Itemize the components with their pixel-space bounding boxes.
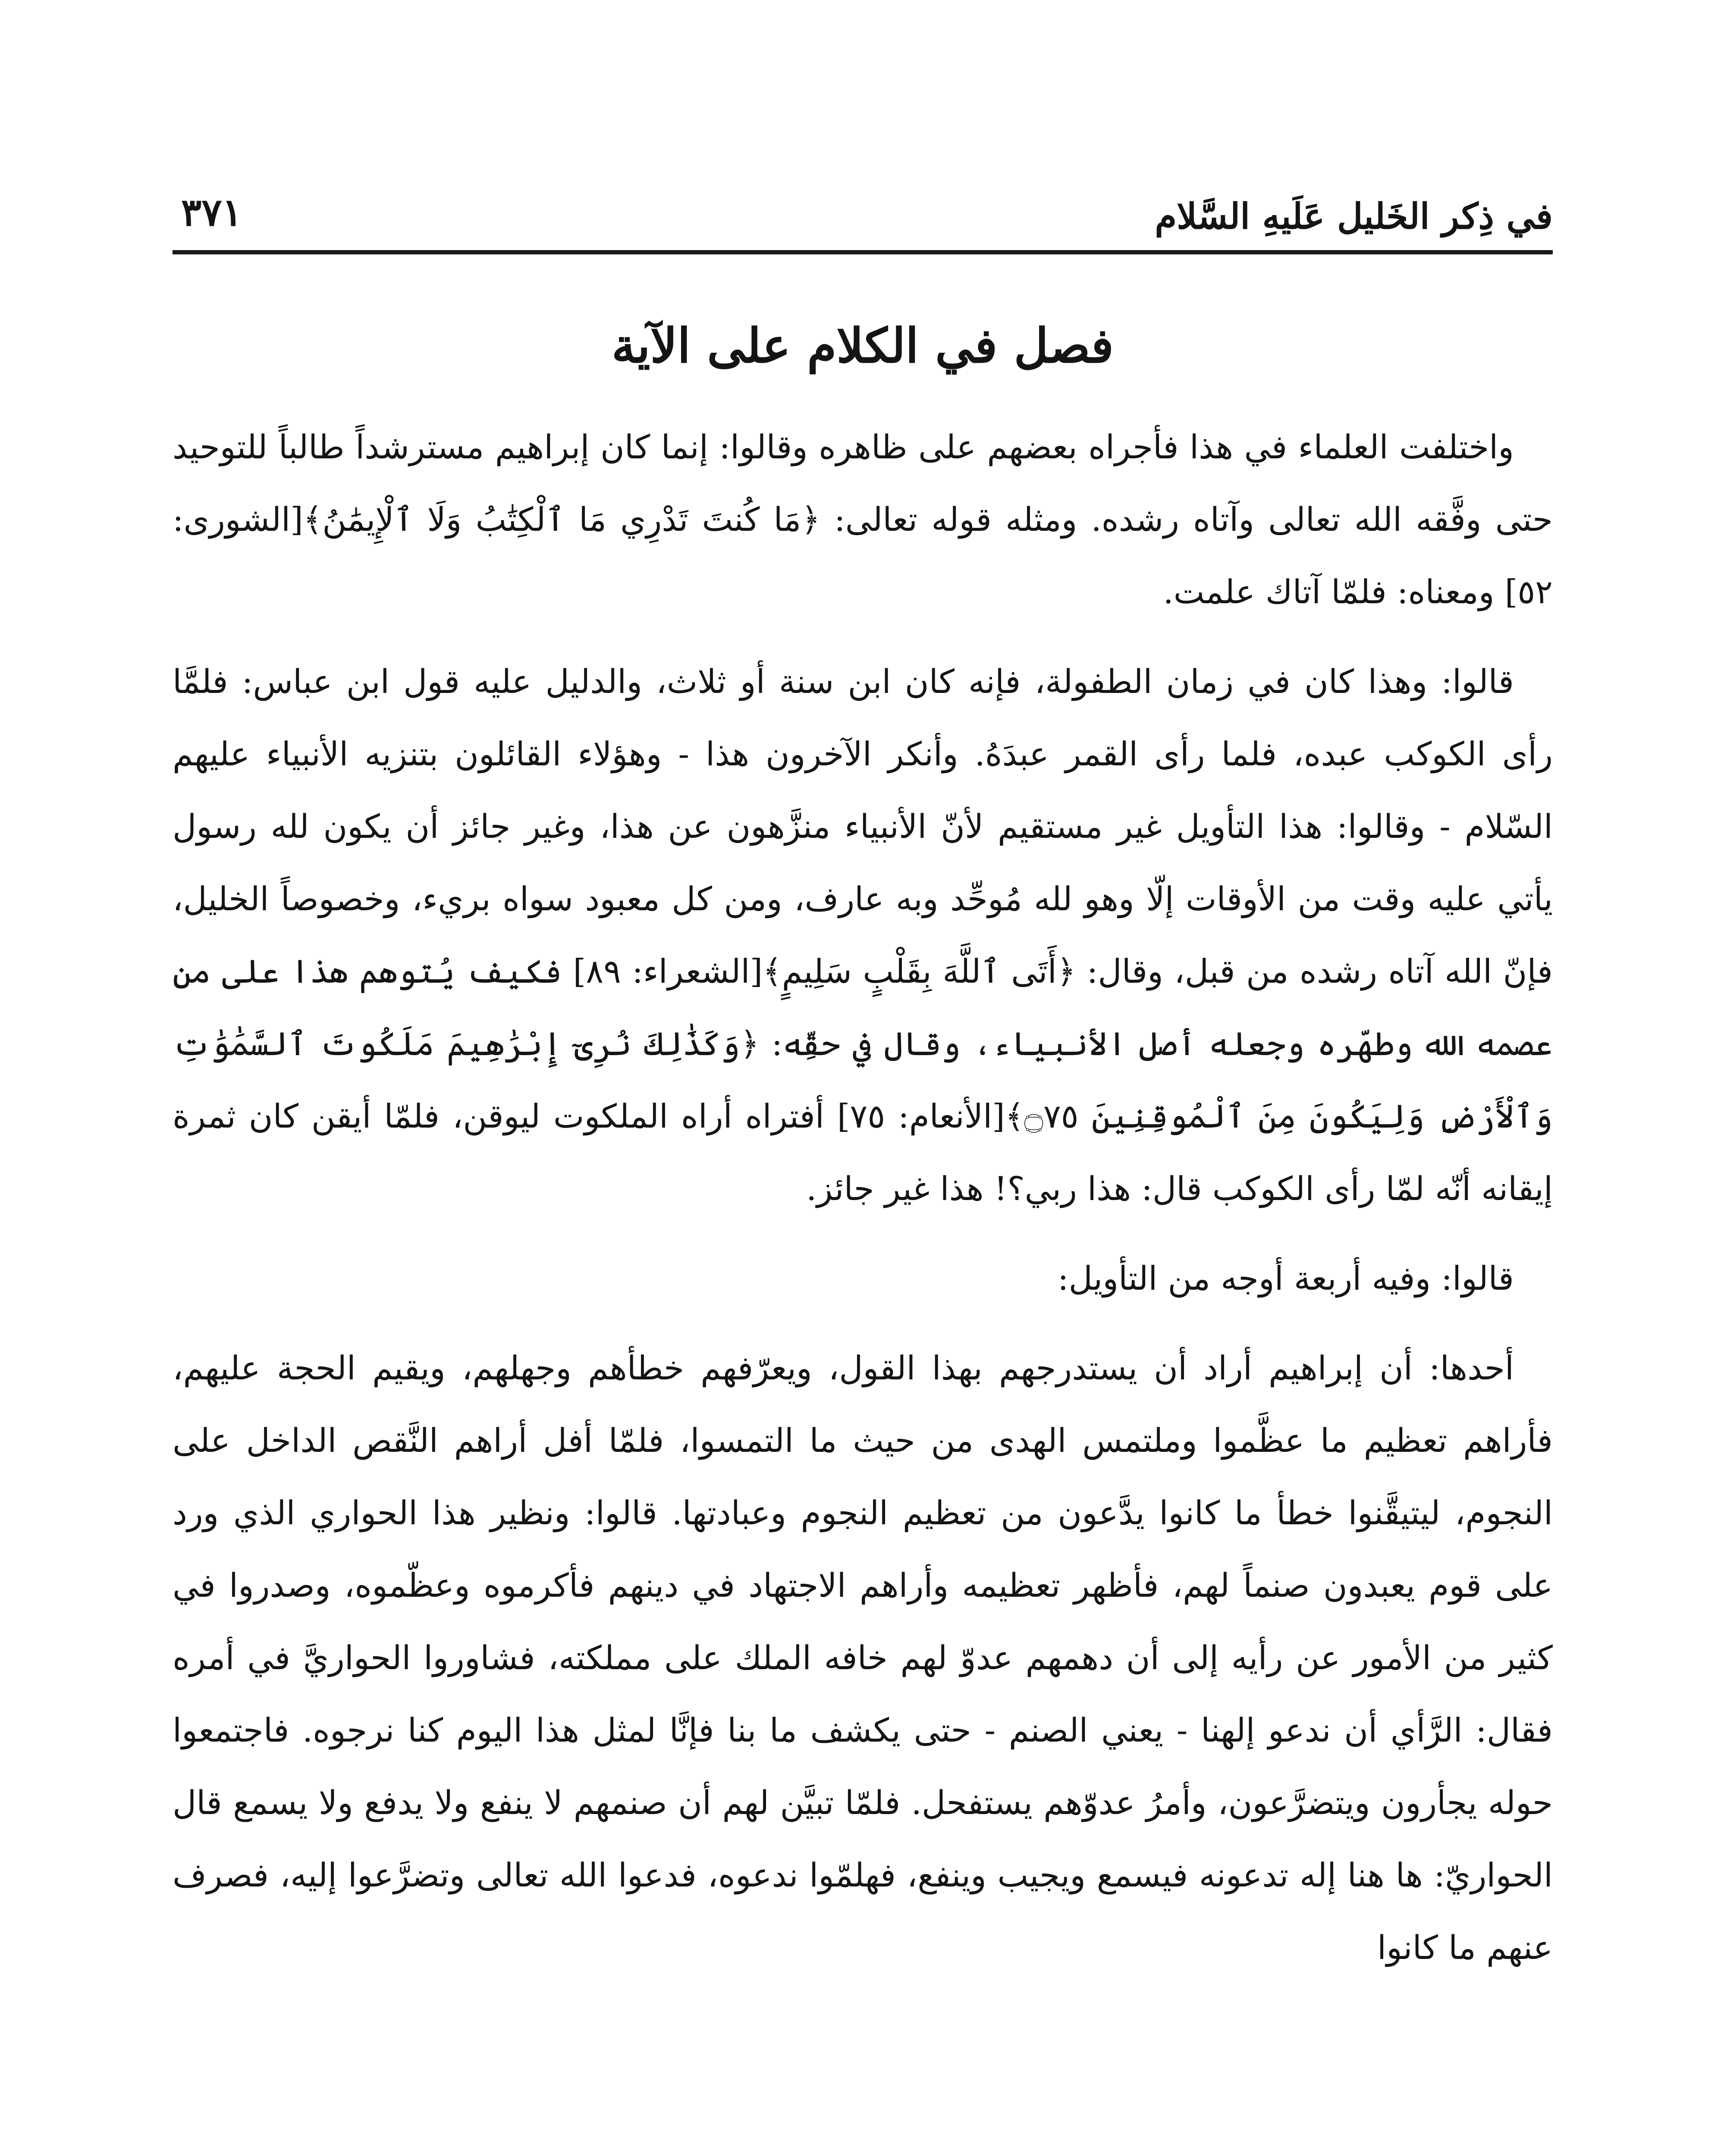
paragraph-1: واختلفت العلماء في هذا فأجراه بعضهم على ظاهره وقالوا: إنما كان إبراهيم مسترشداً طالباً للتوحيد حتى وفَّقه الله تعالى وآتاه رشده. ومثله قوله تعالى: ﴿مَا كُنتَ تَدْرِي مَا ٱلْكِتَٰبُ وَلَا ٱلْإِيمَٰنُ﴾[الشورى: ٥٢] ومعناه: فلمّا آتاك علمت. [173, 428, 1553, 611]
paragraph-4: أحدها: أن إبراهيم أراد أن يستدرجهم بهذا القول، ويعرّفهم خطأهم وجهلهم، ويقيم الحجة عليهم، فأراهم تعظيم ما عظَّموا وملتمس الهدى من حيث ما التمسوا، فلمّا أفل أراهم النَّقص الداخل على النجوم، ليتيقَّنوا خطأ ما كانوا يدَّعون من تعظيم النجوم وعبادتها. قالوا: ونظير هذا الحواري الذي ورد على قوم يعبدون صنماً لهم، فأظهر تعظيمه وأراهم الاجتهاد في دينهم فأكرموه وعظّموه، وصدروا في كثير من الأمور عن رأيه إلى أن دهمهم عدوّ لهم خافه الملك على مملكته، فشاوروا الحواريَّ في أمره فقال: الرَّأي أن ندعو إلهنا - يعني الصنم - حتى يكشف ما بنا فإنَّا لمثل هذا اليوم كنا نرجوه. فاجتمعوا حوله يجأرون ويتضرَّعون، وأمرُ عدوّهم يستفحل. فلمّا تبيَّن لهم أن صنمهم لا ينفع ولا يدفع ولا يسمع قال الحواريّ: ها هنا إله تدعونه فيسمع ويجيب وينفع، فهلمّوا ندعوه، فدعوا الله تعالى وتضرَّعوا إليه، فصرف عنهم ما كانوا [173, 1349, 1553, 1967]
paragraph-2: قالوا: وهذا كان في زمان الطفولة، فإنه كان ابن سنة أو ثلاث، والدليل عليه قول ابن عباس: فلمَّا رأى الكوكب عبده، فلما رأى القمر عبدَهُ. وأنكر الآخرون هذا - وهؤلاء القائلون بتنزيه الأنبياء عليهم السّلام - وقالوا: هذا التأويل غير مستقيم لأنّ الأنبياء منزَّهون عن هذا، وغير جائز أن يكون لله رسول يأتي عليه وقت من الأوقات إلّا وهو لله مُوحِّد وبه عارف، ومن كل معبود سواه بريء، وخصوصاً الخليل، فإنّ الله آتاه رشده من قبل، وقال: ﴿أَتَى ٱللَّهَ بِقَلْبٍ سَلِيمٍ﴾[الشعراء: ٨٩] فكيف يُتوهم هذا على من عصمه الله وطهّره وجعله أصل الأنبياء، وقال في حقِّه: ﴿وَكَذَٰلِكَ نُرِىٓ إِبْرَٰهِيمَ مَلَكُوتَ ٱلسَّمَٰوَٰتِ وَٱلْأَرْضِ وَلِيَكُونَ مِنَ ٱلْمُوقِنِينَ ۝٧٥﴾[الأنعام: ٧٥] أفتراه أراه الملكوت ليوقن، فلمّا أيقن كان ثمرة إيقانه أنّه لمّا رأى الكوكب قال: هذا ربي؟! هذا غير جائز. [173, 662, 1553, 1208]
running-header [173, 142, 1553, 254]
body-text [173, 411, 1553, 1984]
paragraph-3: قالوا: وفيه أربعة أوجه من التأويل: [1058, 1259, 1514, 1297]
book-page [173, 142, 1553, 2156]
running-title: في ذِكر الخَليل عَلَيهِ السَّلام [1155, 196, 1553, 237]
page-number: ٣٧١ [181, 190, 242, 235]
section-title: فصل في الكلام على الآية [612, 318, 1114, 373]
